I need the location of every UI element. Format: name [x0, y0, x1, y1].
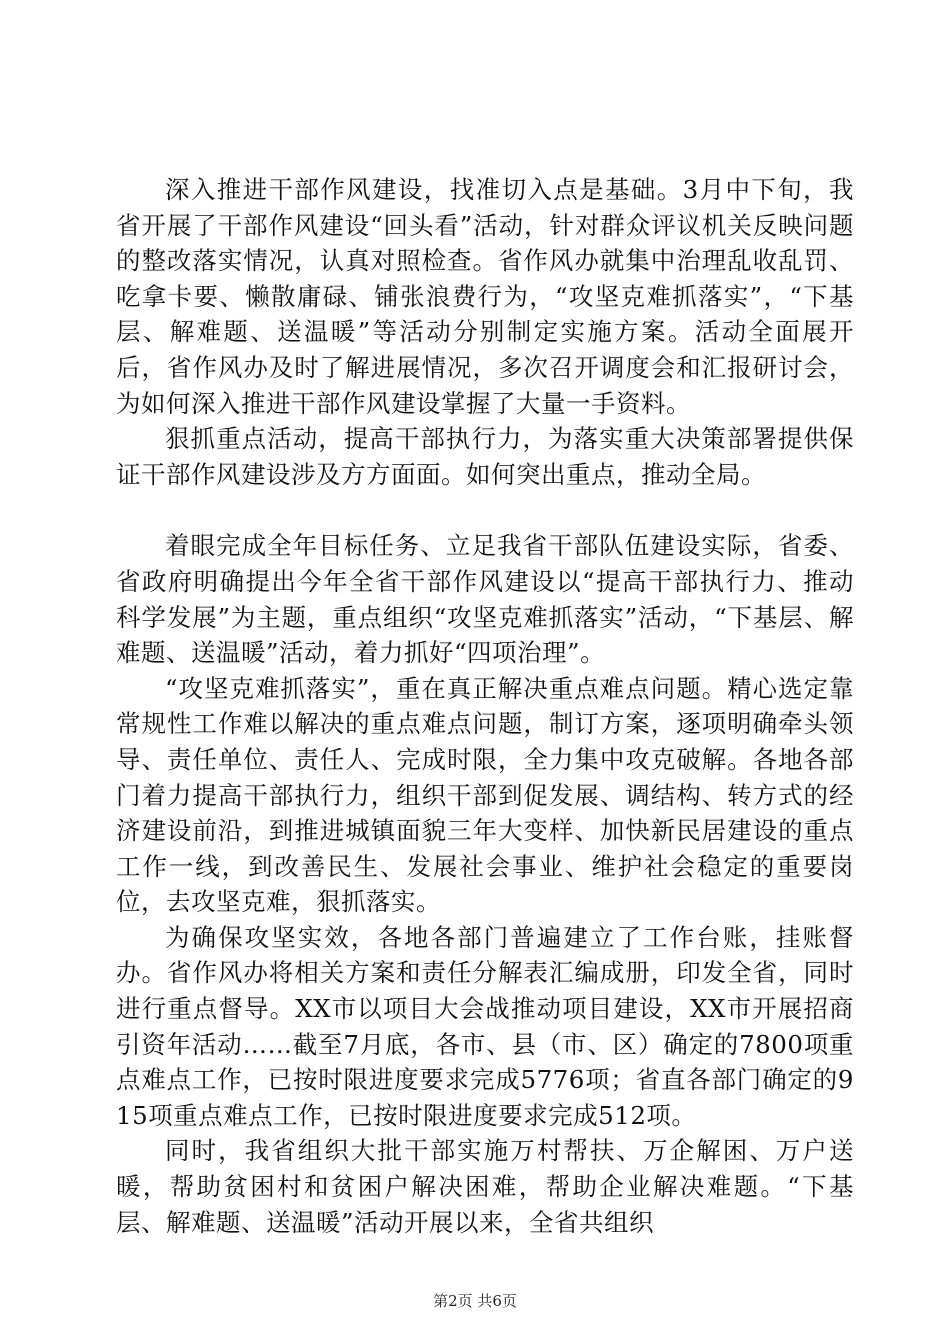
document-body	[116, 172, 854, 1240]
paragraph-5: 为确保攻坚实效，各地各部门普遍建立了工作台账，挂账督办。省作风办将相关方案和责任分解表汇编成册，印发全省，同时进行重点督导。XX市以项目大会战推动项目建设，XX市开展招商引资年活动……截至7月底，各市、县（市、区）确定的7800项重点难点工作，已按时限进度要求完成5776项；省直各部门确定的915项重点难点工作，已按时限进度要求完成512项。	[116, 922, 854, 1130]
page-footer: 第2页 共6页	[433, 1292, 517, 1310]
paragraph-2: 狠抓重点活动，提高干部执行力，为落实重大决策部署提供保证干部作风建设涉及方方面面。如何突出重点，推动全局。	[116, 424, 854, 489]
paragraph-3: 着眼完成全年目标任务、立足我省干部队伍建设实际，省委、省政府明确提出今年全省干部作风建设以“提高干部执行力、推动科学发展”为主题，重点组织“攻坚克难抓落实”活动，“下基层、解难题、送温暖”活动，着力抓好“四项治理”。	[116, 531, 854, 668]
paragraph-spacer	[116, 492, 854, 528]
paragraph-4: “攻坚克难抓落实”，重在真正解决重点难点问题。精心选定靠常规性工作难以解决的重点难点问题，制订方案，逐项明确牵头领导、责任单位、责任人、完成时限，全力集中攻克破解。各地各部门着力提高干部执行力，组织干部到促发展、调结构、转方式的经济建设前沿，到推进城镇面貌三年大变样、加快新民居建设的重点工作一线，到改善民生、发展社会事业、维护社会稳定的重要岗位，去攻坚克难，狠抓落实。	[116, 673, 854, 917]
paragraph-6: 同时，我省组织大批干部实施万村帮扶、万企解困、万户送暖，帮助贫困村和贫困户解决困难，帮助企业解决难题。“下基层、解难题、送温暖”活动开展以来，全省共组织	[116, 1136, 854, 1237]
paragraph-1: 深入推进干部作风建设，找准切入点是基础。3月中下旬，我省开展了干部作风建设“回头看”活动，针对群众评议机关反映问题的整改落实情况，认真对照检查。省作风办就集中治理乱收乱罚、吃拿卡要、懒散庸碌、铺张浪费行为，“攻坚克难抓落实”，“下基层、解难题、送温暖”等活动分别制定实施方案。活动全面展开后，省作风办及时了解进展情况，多次召开调度会和汇报研讨会，为如何深入推进干部作风建设掌握了大量一手资料。	[116, 175, 854, 418]
